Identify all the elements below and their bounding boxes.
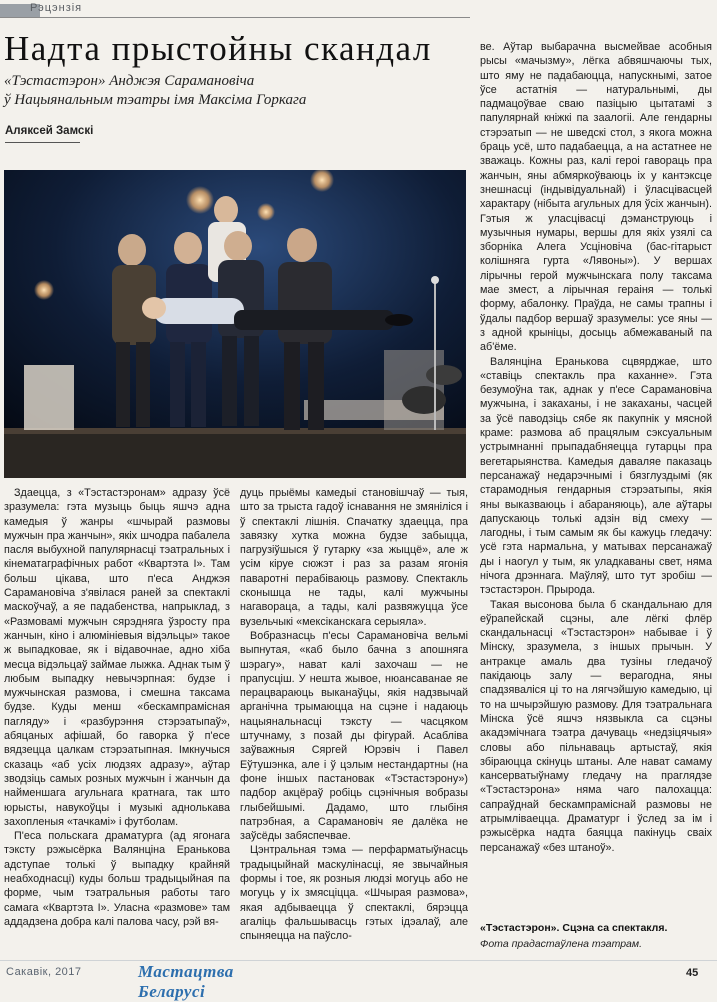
body-paragraph: Такая высонова была б скандальнаю для еўрапейскай сцэны, але лёгкі флёр скандальнасці «Тэстастэрон» набывае і ў Мінску, зразумела, з іншых прычын. У антракце амаль два тузіны гледачоў пакідаюць залу — верагодна, яны спадзяваліся ці то на лягчэйшую камедыю, ці то на шчырэйшую размову. Для тэатральнага Мінска ўсё яшчэ нязвыкла са сцэны акадэмічнага тэатра дачуваць «недзіцячыя» словы або пільнаваць артыстаў, якія збіраюцца скінуць штаны. Але нават самаму кансерватыўнаму гледачу на праглядзе «Тэстастэрона» няма чаго палохацца: сапраўднай бескампраміснай размовы не атрымліваецца. Драматург і ўслед за ім і рэжысёрка надта баяцца пакінуць сваіх персанажаў «без штаноў». — [480, 598, 712, 854]
article-subheadline — [4, 72, 470, 110]
body-paragraph: Здаецца, з «Тэстастэронам» адразу ўсё зразумела: гэта музыць быць яшчэ адна камедыя ў жанры «шчырай размовы мужчын пра жанчын», якіх шчодра пабалела пасля выбухной папулярнасці тэатральных і кінематаграфічных работ «Квартэта І». Там больш цікава, што п'еса Анджэя Сарамановіча з'явілася раней за спектаклі маскоўчаў, а яе падабенства, напрыклад, з «Размовамі мужчын сярэдняга ўзросту пра жанчын, кіно і алюмініевыя відэльцы» такое ж выпадковае, як і відавочнае, адно хіба месца відэльцаў займае лыжка. Аднак тым ў любым выпадку невычэрпная: будзе і мужчынская размова, і смешна таксама будзе. Куды менш «бескампрамісная пагляду» і «разбурэння стэрэатыпаў», абяцаных афішай, бо гаворка ў п'есе вядзецца цалкам стэрэатыпная. Імкнучыся сказаць «аб усіх людзях адразу», аўтар зводзіць самых розных мужчын і жанчын да найменшага агульнага кратнага, так што юрысты, навукоўцы і музыкі аднолькава захопленыя «тачкамі» і футболам. — [4, 487, 230, 828]
body-paragraph: Вобразнасць п'есы Сарамановіча вельмі выпнутая, «каб было бачна з апошняга шэрагу», нават калі захочаш — не прапусціш. У нешта жывое, нюансаванае яе перацвараюць выканаўцы, якія надзвычай арганічна трымаюцца на сцэне і надаюць нацыянальнасці тэксту — часцяком штучнаму, з позай ды фігурай. Асабліва заўважныя Сяргей Юрэвіч і Павел Еўтушэнка, але і ў цэлым нестандартны (на фоне іншых пастановак «Тэстастэрону») падбор акцёраў робіць сцэнічныя вобразы глыбейшымі. Дадамо, што глыбіня патрэбная, а Сарамановіч яе далёка не заўсёды забяспечвае. — [240, 629, 468, 843]
subheadline-line-2: ў Нацыянальным тэатры імя Максіма Горкага — [4, 92, 307, 108]
body-paragraph: Цэнтральная тэма — перфарматыўнасць традыцыйнай маскулінасці, яе звычайныя формы і тое, як розныя людзі могуць або не могуць у іх змясціцца. «Шчырая размова», якая адбываецца ў спектаклі, бярэцца агаліць фальшывасць гэтых ідэалаў, але спыняецца на паўсло- — [240, 844, 468, 943]
body-paragraph: ве. Аўтар выбарачна высмейвае асобныя рысы «мачызму», лёгка абвяшчаючы тых, што яму не падабаюцца, напускнымі, затое ўсе астатнія — натуральнымі, ды падмацоўвае сваю пазіцыю цытатамі з папулярнай кніжкі па заалогіі. Але гендарны стэрэатып — не шведскі стол, з якога можна браць усё, што падабаецца, а на астатнее не зважаць. Кожны раз, калі героі гавораць пра жанчын, яны абмяркоўваюць іх у кантэксце знешнасці (індывідуальнай) і ўласцівасцей характару (нібыта агульных для ўсіх жанчын). Гэтыя ж уласцівасці дэманструюць і музычныя нумары, вершы для якіх узялі са зборніка Алега Усціновіча (бас-гітарыст колішняга гурта «Лявоны»). У вершах лірычны герой мужчынскага полу таксама мае змест, а лірычная гераіня — толькі форму, абалонку. Праўда, не самы трапны і ўдалы падбор вершаў зразумелы: усе яны — з адной крыніцы, досыць абмежаваный па аб'ёме. — [480, 41, 712, 354]
stage-photo — [4, 170, 466, 478]
page-number: 45 — [686, 967, 699, 979]
article-author: Аляксей Замскі — [5, 125, 94, 137]
header-rule — [0, 17, 470, 18]
footer-issue-date: Сакавік, 2017 — [6, 966, 82, 978]
photo-caption-title: «Тэстастэрон». Сцэна са спектакля. — [480, 922, 668, 934]
body-column-left — [4, 486, 230, 956]
article-headline: Надта прыстойны скандал — [4, 29, 432, 68]
magazine-logo: Мастацтва Беларусі — [138, 962, 234, 1001]
body-paragraph: П'еса польскага драматурга (ад ягонага тэксту рэжысёрка Валянціна Еранькова адступае толькі ў выпадку крайняй неабходнасці) куды больш традыцыйная па форме, чым тэатральныя работы таго самага «Квартэта І». Уласна «размове» там аддадзена добра калі палова часу, рэй вя- — [4, 830, 230, 928]
body-column-right — [480, 40, 712, 885]
body-column-middle — [240, 486, 468, 956]
section-label: Рэцэнзія — [30, 2, 83, 14]
body-paragraph: дуць прыёмы камедыі становішчаў — тыя, што за трыста гадоў існавання не змяніліся і ў спектаклі лішнія. Спачатку здаецца, пра завязку хутка можна будзе забыцца, пагрузіўшыся ў гутарку «за жыццё», але ж усім кіруе сюжэт і раз за разам ягонія паваротні перабіваюць размову. Спектакль сконышца не тады, калі мужчыны нагавораца, а тады, калі развяжуцца ўсе вузельчыкі «мексіканскага серыяла». — [240, 487, 468, 628]
stage-photo-icon — [4, 170, 466, 478]
footer-rule — [0, 960, 717, 961]
photo-caption-credit: Фота прадастаўлена тэатрам. — [480, 938, 642, 950]
subheadline-line-1: «Тэстастэрон» Анджэя Сарамановіча — [4, 73, 255, 89]
body-paragraph: Валянціна Еранькова сцвярджае, што «ставіць спектакль пра каханне». Гэта безумоўна так, аднак у п'есе Сарамановіча мужчына, і закаханы, і не закаханы, часцей за ўсё паводзіць сябе як пакупнік у мясной краме: размова аб працялым сэксуальным устрымнанні прыпадабняецца гутарцы пра вегетарыянства. Камедыя даваляе паказаць персанажаў недарэчнымі і бязглуздымі (як старамодныя гендарныя стэрэатыпы, якія яны выказваюць і абараняюць), але аўтары дапускаюць толькі адзін від смеху — лагодны, і тым самым як бы кажуць гледачу: усё гэта нармальна, у матывах персанажаў ды і наогул у тым, як уладкаваны свет, няма нічога дрэннага. Маўляў, што тут зробіш — тэстастэрон. Прырода. — [480, 355, 712, 597]
author-rule — [5, 142, 80, 143]
